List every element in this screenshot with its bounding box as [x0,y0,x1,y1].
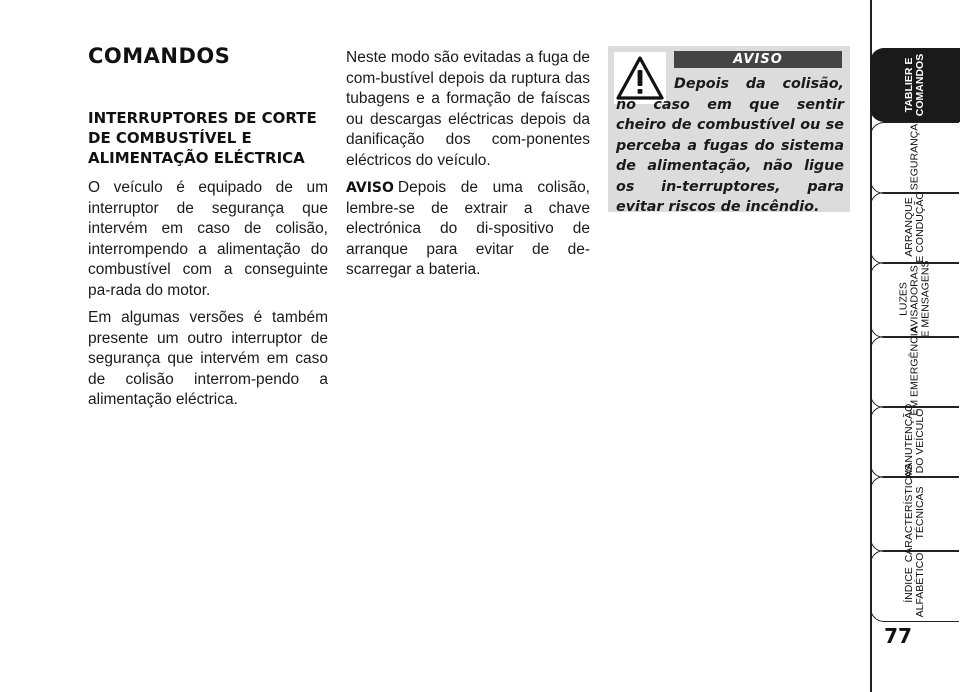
paragraph-electric-switch: Em algumas versões é também presente um outro interruptor de segurança que intervém em caso de colisão interrom-pendo a alimentação eléctrica. [88,309,328,408]
left-column [88,44,328,418]
tab-label: LUZES AVISADORAS E MENSAGENS [897,260,932,338]
page-number: 77 [884,624,912,648]
page-title: COMANDOS [88,44,231,68]
tab-em-emergencia[interactable] [870,326,960,416]
tab-tablier-comandos[interactable] [870,48,960,122]
tab-label: TABLIER E COMANDOS [903,53,926,117]
tab-indice-alfabetico[interactable] [870,550,960,620]
section-tabs [870,0,960,692]
warning-label: AVISO [674,51,842,68]
paragraph-fuel-switch: O veículo é equipado de um interruptor de segurança que intervém em caso de colisão, interrompendo a alimentação do combustível com a conseguinte pa-rada do motor. [88,179,328,299]
aviso-inline-text: Depois de uma colisão, lembre-se de extrair a chave electrónica do di-spositivo de arranque para evitar de de-scarregar a bateria. [346,179,590,278]
tab-label: MANUTENÇÃO DO VEÍCULO [903,403,926,479]
aviso-inline-label: AVISO [346,180,394,196]
paragraph-aviso [346,178,590,281]
paragraph-prevention: Neste modo são evitadas a fuga de com-bustível depois da ruptura das tubagens e a formação de faíscas ou descargas eléctricas depois da danificação dos com-ponentes eléctricos do veículo. [346,49,590,169]
section-heading [88,108,328,168]
section-heading-line: ALIMENTAÇÃO ELÉCTRICA [88,149,305,167]
tab-caracteristicas-tecnicas[interactable] [870,463,960,563]
tab-label: SEGURANÇA [908,123,921,191]
section-heading-line: DE COMBUSTÍVEL E [88,129,252,147]
tab-label: EM EMERGÊNCIA [908,326,921,416]
tab-label: CARACTERÍSTICAS TÉCNICAS [903,463,926,563]
tab-label: ARRANQUE E CONDUÇÃO [903,191,926,263]
tab-label: ÍNDICE ALFABÉTICO [903,552,926,618]
warning-box [608,46,850,215]
tab-arranque-conducao[interactable] [870,192,960,262]
warning-text: Depois da colisão, no caso em que sentir cheiro de combustível ou se perceba a fugas do sistema de alimentação, não ligue os in-terruptores, para evitar riscos de incêndio. [616,76,844,215]
middle-column [346,48,590,288]
tab-seguranca[interactable] [870,122,960,192]
section-heading-line: INTERRUPTORES DE CORTE [88,109,317,127]
tab-luzes-avisadoras[interactable] [870,262,960,336]
